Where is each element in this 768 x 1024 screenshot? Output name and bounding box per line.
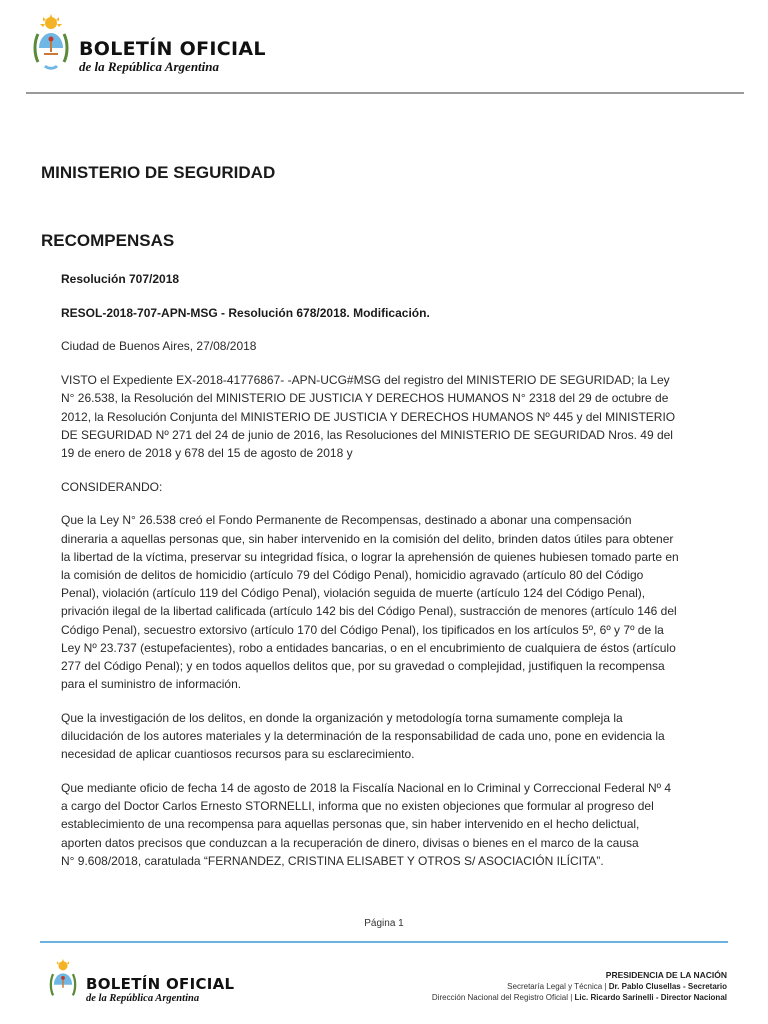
header [26, 14, 766, 94]
footer-direccion-name: Lic. Ricardo Sarinelli - Director Nacional [574, 993, 727, 1002]
logo-subtitle: de la República Argentina [79, 59, 219, 74]
text-line: Que la Ley N° 26.538 creó el Fondo Permanente de Recompensas, destinado a abonar una compensación [61, 513, 632, 528]
text-line: la comisión de delitos de homicidio (artículo 79 del Código Penal), homicidio agravado (artículo 80 del Código [61, 567, 644, 582]
considerando-label: CONSIDERANDO: [61, 479, 163, 494]
argentina-seal-icon [26, 14, 76, 80]
text-line: a cargo del Doctor Carlos Ernesto STORNELLI, informa que no existen objeciones que formular al progreso del [61, 799, 654, 814]
page-number: Página 1 [364, 918, 404, 929]
text-line: Que mediante oficio de fecha 14 de agosto de 2018 la Fiscalía Nacional en lo Criminal y Correccional Federal Nº 4 [61, 780, 672, 795]
document-body [61, 270, 711, 885]
resolution-reference: RESOL-2018-707-APN-MSG - Resolución 678/2018. Modificación. [61, 305, 430, 320]
argentina-seal-icon [44, 958, 82, 1010]
text-line: aporten datos precisos que conduzcan a la recuperación de dinero, divisas o bienes en el marco de la causa [61, 835, 639, 850]
text-line: N° 9.608/2018, caratulada “FERNANDEZ, CRISTINA ELISABET Y OTROS S/ ASOCIACIÓN ILÍCITA”. [61, 853, 604, 868]
visto-paragraph [61, 371, 711, 462]
section-heading: RECOMPENSAS [41, 231, 175, 250]
footer-direccion-label: Dirección Nacional del Registro Oficial | [431, 993, 575, 1002]
text-line: para el suministro de información. [61, 677, 242, 692]
footer-divider [40, 941, 728, 943]
footer-credits [432, 970, 727, 1003]
ministry-heading: MINISTERIO DE SEGURIDAD [41, 163, 276, 182]
text-line: privación ilegal de la libertad calificada (artículo 142 bis del Código Penal), sustracción de menores (artículo 146 del [61, 604, 677, 619]
considerando-paragraph-1 [61, 511, 711, 693]
footer-secretaria [432, 981, 727, 992]
text-line: Penal), violación (artículo 119 del Código Penal), violación seguida de muerte (artículo 124 del Código Penal), [61, 586, 646, 601]
text-line: 277 del Código Penal); y en todos aquellos delitos que, por su gravedad o complejidad, justifiquen la recompensa [61, 658, 665, 673]
text-line: la libertad de la víctima, preservar su integridad física, o lograr la aprehensión de quienes hubiesen tomado parte en [61, 549, 679, 564]
text-line: dineraria a aquellas personas que, sin haber intervenido en la comisión del delito, brinden datos útiles para obtener [61, 531, 674, 546]
date-line: Ciudad de Buenos Aires, 27/08/2018 [61, 339, 257, 354]
footer-logo-title: BOLETÍN OFICIAL [86, 975, 235, 993]
considerando-paragraph-2 [61, 709, 711, 764]
text-line: necesidad de aplicar cuantiosos recursos para su esclarecimiento. [61, 747, 415, 762]
footer-logo [44, 958, 304, 1018]
footer-presidencia: PRESIDENCIA DE LA NACIÓN [605, 970, 727, 980]
text-line: 2012, la Resolución Conjunta del MINISTERIO DE JUSTICIA Y DERECHOS HUMANOS Nº 445 y del MINISTERIO [61, 409, 676, 424]
logo-title: BOLETÍN OFICIAL [79, 38, 266, 60]
text-line: Que la investigación de los delitos, en donde la organización y metodología torna sumamente compleja la [61, 710, 623, 725]
header-divider [26, 92, 744, 94]
footer-logo-subtitle: de la República Argentina [86, 993, 200, 1004]
text-line: 19 de enero de 2018 y 678 del 15 de agosto de 2018 y [61, 445, 353, 460]
footer-direccion [432, 992, 727, 1003]
text-line: DE SEGURIDAD Nº 271 del 24 de junio de 2016, las Resoluciones del MINISTERIO DE SEGURIDAD Nros. 49 del [61, 427, 673, 442]
considerando-paragraph-3 [61, 779, 711, 870]
text-line: dilucidación de los autores materiales y la determinación de la responsabilidad de cada uno, pone en evidencia la [61, 729, 665, 744]
footer-secretaria-name: Dr. Pablo Clusellas - Secretario [608, 982, 727, 991]
text-line: Código Penal), secuestro extorsivo (artículo 170 del Código Penal), los tipificados en los artículos 5º, 6º y 7º de la [61, 622, 664, 637]
text-line: establecimiento de una recompensa para aquellas personas que, sin haber intervenido en el hecho delictual, [61, 817, 640, 832]
text-line: N° 26.538, la Resolución del MINISTERIO DE JUSTICIA Y DERECHOS HUMANOS N° 2318 del 29 de octubre de [61, 391, 669, 406]
text-line: VISTO el Expediente EX-2018-41776867- -APN-UCG#MSG del registro del MINISTERIO DE SEGURIDAD; la Ley [61, 373, 670, 388]
footer-secretaria-label: Secretaría Legal y Técnica | [507, 982, 609, 991]
resolution-number: Resolución 707/2018 [61, 272, 180, 286]
text-line: Ley Nº 23.737 (estupefacientes), robo a entidades bancarias, o en el encubrimiento de cualquiera de éstos (artículo [61, 640, 676, 655]
